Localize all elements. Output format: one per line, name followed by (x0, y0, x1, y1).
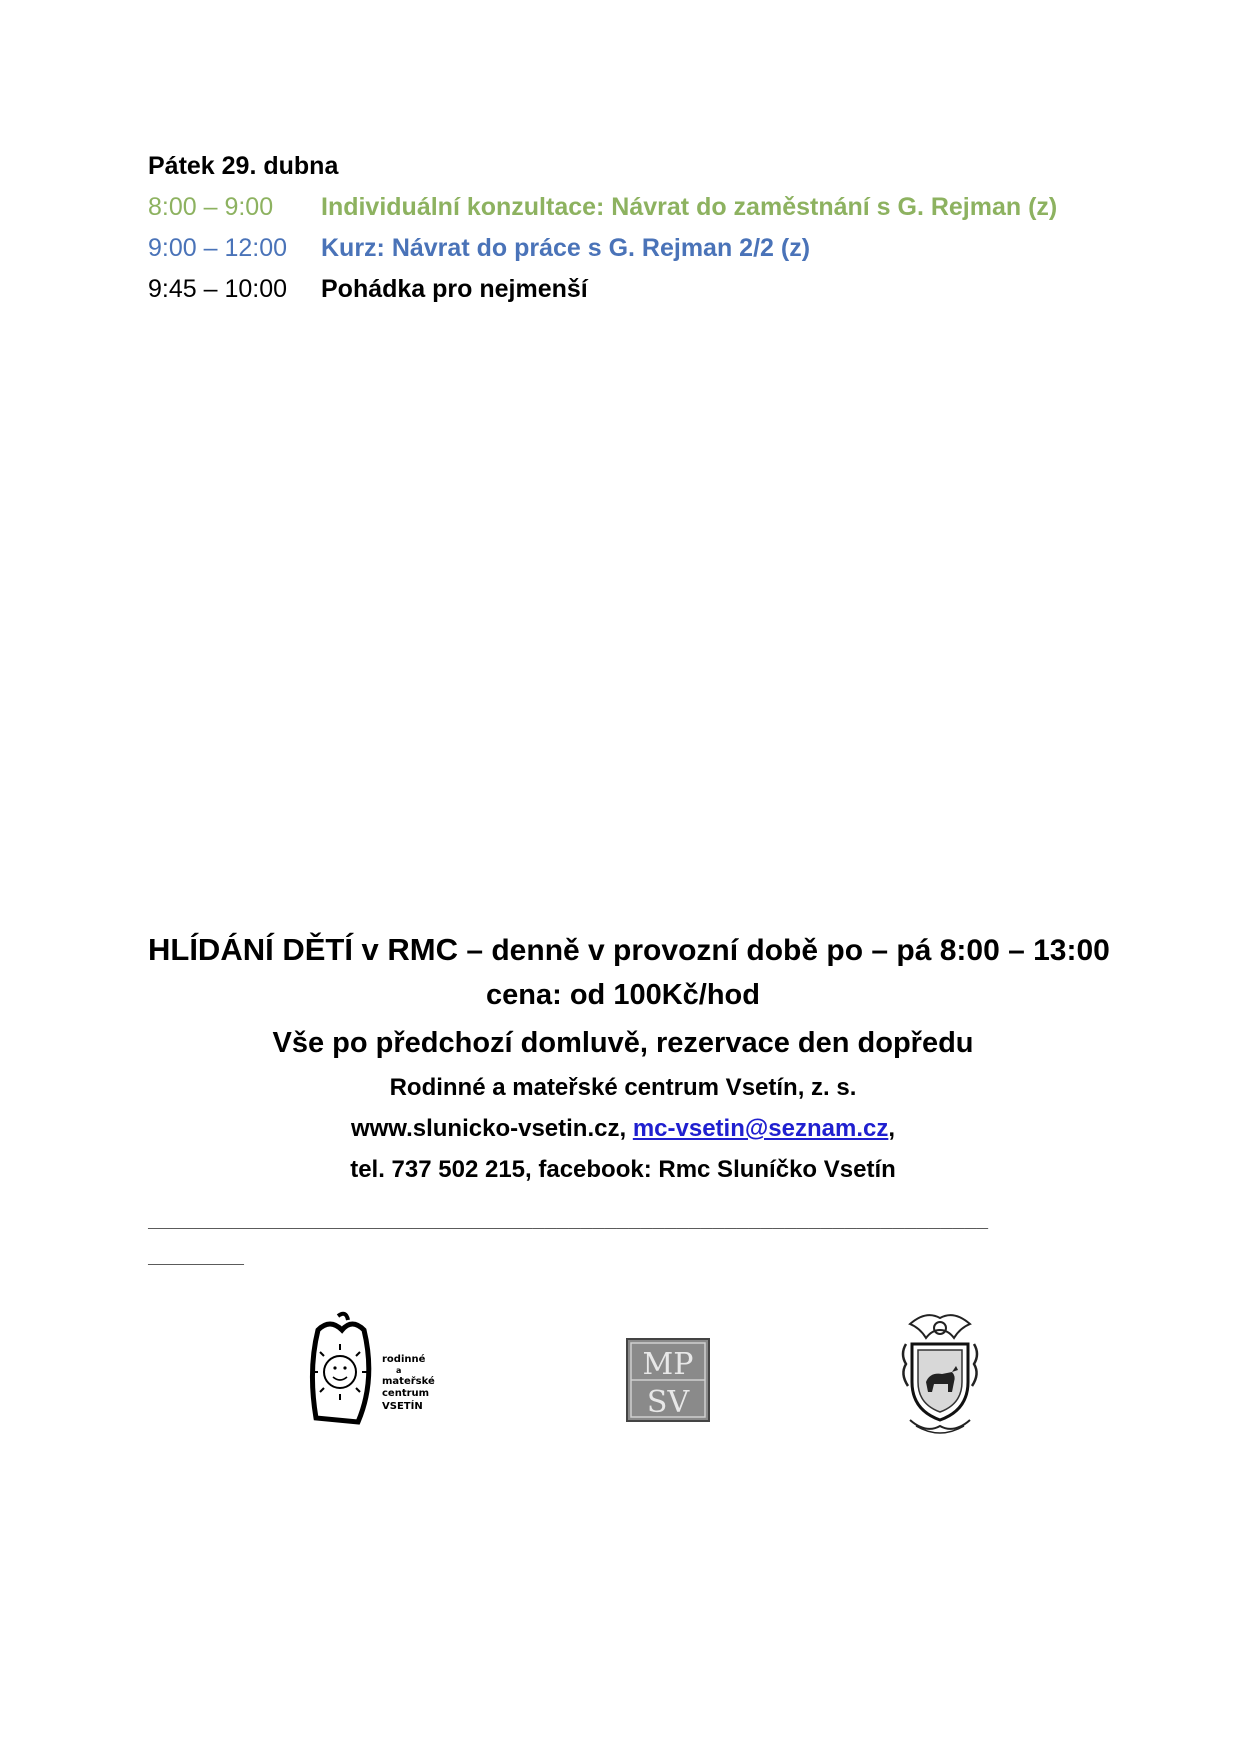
babysitting-line (148, 930, 1110, 971)
event-row (148, 273, 1148, 314)
event-time: 9:45 – 10:00 (148, 275, 288, 303)
event-row (148, 232, 1148, 273)
rmc-logo-word: VSETÍN (382, 1401, 423, 1412)
separator-line-1: ______________________________________________________________________ (148, 1211, 989, 1234)
schedule-list (148, 191, 1148, 314)
website-text: www.slunicko-vsetin.cz, (350, 1115, 633, 1142)
rmc-logo-word: centrum (382, 1388, 430, 1399)
babysitting-title: HLÍDÁNÍ DĚTÍ v RMC (148, 932, 458, 967)
day-heading: Pátek 29. dubna (148, 152, 339, 180)
event-time: 9:00 – 12:00 (148, 234, 288, 262)
event-row (148, 191, 1148, 232)
contact-line (148, 1108, 1098, 1149)
phone-facebook-line: tel. 737 502 215, facebook: Rmc Sluníčko Vsetín (350, 1156, 896, 1183)
mpsv-logo-bottom: SV (646, 1385, 690, 1420)
separator-line-2: ________ (148, 1247, 245, 1270)
babysitting-hours: – denně v provozní době po – pá 8:00 – 13:00 (458, 934, 1110, 967)
rmc-logo-word: rodinné (382, 1354, 426, 1365)
event-title: Kurz: Návrat do práce s G. Rejman 2/2 (z) (321, 234, 811, 262)
event-title: Individuální konzultace: Návrat do zaměstnání s G. Rejman (z) (321, 193, 1058, 221)
city-crest-logo (896, 1310, 984, 1438)
rmc-logo (304, 1310, 464, 1430)
footer-info (148, 930, 1110, 1190)
organization-name: Rodinné a mateřské centrum Vsetín, z. s. (389, 1074, 857, 1101)
email-suffix: , (888, 1115, 896, 1142)
email-link[interactable]: mc-vsetin@seznam.cz (632, 1115, 889, 1142)
logos-row (0, 1300, 1240, 1440)
reservation-note: Vše po předchozí domluvě, rezervace den dopředu (272, 1027, 974, 1059)
event-title: Pohádka pro nejmenší (321, 275, 588, 303)
event-time: 8:00 – 9:00 (148, 193, 274, 221)
rmc-logo-word: a (396, 1366, 402, 1375)
price-line: cena: od 100Kč/hod (486, 979, 760, 1011)
mpsv-logo (626, 1338, 710, 1422)
rmc-logo-word: mateřské (382, 1376, 435, 1387)
separator-line (148, 1205, 988, 1277)
mpsv-logo-top: MP (642, 1347, 694, 1382)
